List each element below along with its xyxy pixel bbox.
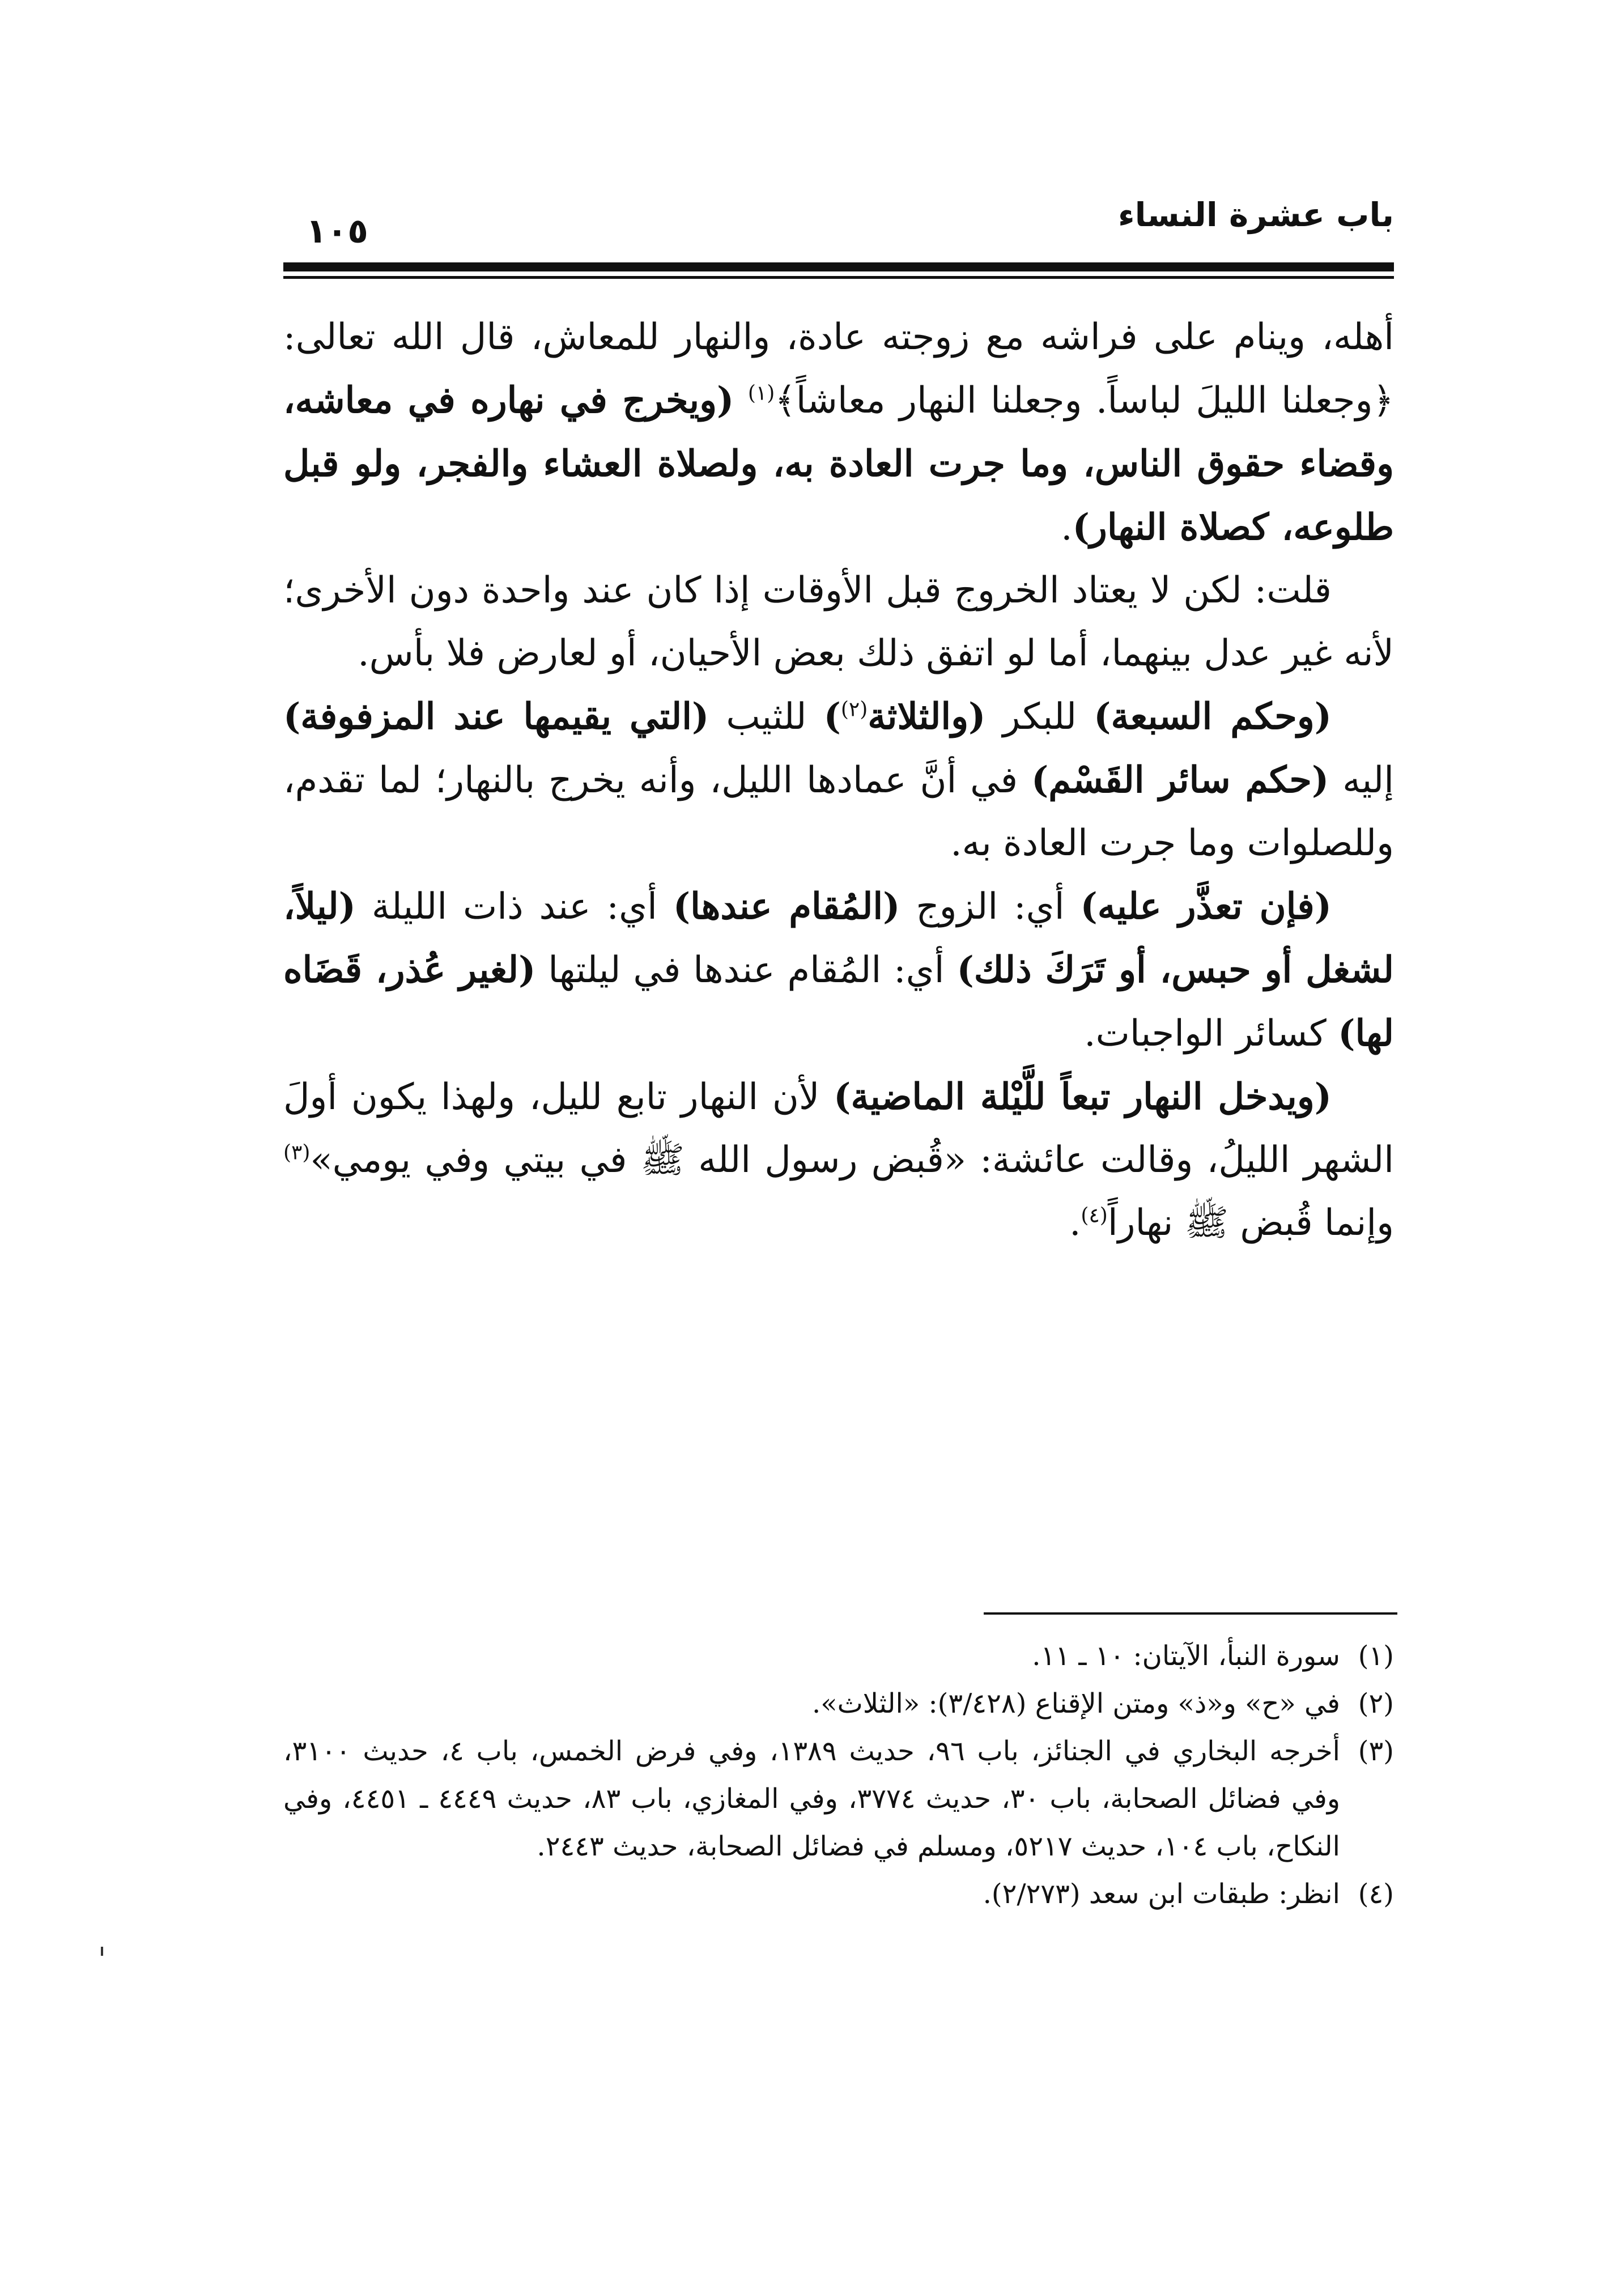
text-segment: أهله، وينام على فراشه مع زوجته عادة، والنهار للمعاش، قال الله تعالى: ﴿وجعلنا الليلَ لباساً. وجعلنا النهار معاشاً﴾	[283, 316, 1395, 422]
footnotes	[283, 1632, 1394, 1918]
footnote-2	[283, 1680, 1394, 1727]
header-rule-thin	[283, 276, 1394, 279]
footnote-text: أخرجه البخاري في الجنائز، باب ٩٦، حديث ١٣٨٩، وفي فرض الخمس، باب ٤، حديث ٣١٠٠، وفي فضائل الصحابة، باب ٣٠، حديث ٣٧٧٤، وفي المغازي، باب ٨٣، حديث ٤٤٤٩ ـ ٤٤٥١، وفي النكاح، باب ١٠٤، حديث ٥٢١٧، ومسلم في فضائل الصحابة، حديث ٢٤٤٣.	[283, 1735, 1341, 1862]
text-segment: وإنما قُبض ﷺ نهاراً	[1107, 1202, 1394, 1244]
text-segment: لأن النهار تابع لليل، ولهذا يكون أولَ الشهر الليلُ، وقالت عائشة: «قُبض رسول الله ﷺ في بيتي وفي يومي»	[283, 1076, 1394, 1181]
footnote-separator	[984, 1612, 1397, 1615]
paragraph-3	[283, 685, 1394, 875]
running-title: باب عشرة النساء	[1118, 196, 1394, 234]
text-segment: للثيب	[709, 696, 824, 738]
matn-text: (ويدخل النهار تبعاً للَّيْلة الماضية)	[834, 1076, 1332, 1118]
footnote-ref-4[interactable]: (٤)	[1081, 1204, 1108, 1228]
matn-text: (ويخرج في نهاره في معاشه، وقضاء حقوق الناس، وما جرت العادة به، ولصلاة العشاء والفجر، ولو قبل طلوعه، كصلاة النهار)	[283, 379, 1394, 549]
main-text	[283, 306, 1394, 1255]
footnote-ref-3[interactable]: (٣)	[283, 1141, 311, 1165]
footnote-ref-2[interactable]: (٢)	[840, 698, 868, 721]
matn-text: )	[823, 695, 841, 738]
page-number: ١٠٥	[306, 211, 368, 251]
footnote-text: سورة النبأ، الآيتان: ١٠ ـ ١١.	[1032, 1640, 1340, 1672]
text-segment: في أنَّ عمادها الليل، وأنه يخرج بالنهار؛ لما تقدم، وللصلوات وما جرت العادة به.	[283, 759, 1394, 864]
footnote-3	[283, 1727, 1394, 1870]
footnote-number: (١)	[1358, 1640, 1394, 1672]
matn-text: (المُقام عندها)	[673, 885, 900, 928]
footnote-ref-1[interactable]: (١)	[747, 381, 775, 405]
paragraph-4	[283, 875, 1394, 1065]
text-segment: قلت: لكن لا يعتاد الخروج قبل الأوقات إذا كان عند واحدة دون الأخرى؛ لأنه غير عدل بينهما، أما لو اتفق ذلك بعض الأحيان، أو لعارض فلا بأس.	[283, 570, 1394, 674]
scan-speck	[101, 1947, 103, 1956]
matn-text: (وحكم السبعة)	[1094, 695, 1332, 738]
text-segment: .	[1061, 507, 1073, 549]
footnote-text: في «ح» و«ذ» ومتن الإقناع (٣/٤٢٨): «الثلاث».	[811, 1688, 1340, 1719]
matn-text: (والثلاثة	[868, 695, 986, 738]
footnote-number: (٣)	[1358, 1735, 1394, 1767]
matn-text: (ليلاً، لشغل أو حبس، أو تَرَكَ ذلك)	[283, 885, 1395, 991]
matn-text: (حكم سائر القَسْم)	[1031, 759, 1329, 801]
text-segment: أي: عند ذات الليلة	[355, 886, 673, 928]
matn-text: (التي يقيمها عند المزفوفة)	[283, 695, 709, 738]
text-segment: إليه	[1329, 759, 1394, 801]
text-segment: .	[1069, 1202, 1081, 1244]
text-segment: كسائر الواجبات.	[1084, 1013, 1338, 1055]
footnote-text: انظر: طبقات ابن سعد (٢/٢٧٣).	[983, 1878, 1340, 1910]
paragraph-1	[283, 306, 1394, 559]
footnote-1	[283, 1632, 1394, 1680]
footnote-4	[283, 1870, 1394, 1918]
text-segment: أي: المُقام عندها في ليلتها	[535, 949, 957, 991]
paragraph-2	[283, 559, 1394, 685]
matn-text: (فإن تعذَّر عليه)	[1080, 885, 1332, 928]
text-segment	[734, 380, 748, 422]
text-segment: أي: الزوج	[900, 886, 1081, 928]
text-segment: للبكر	[985, 696, 1094, 738]
footnote-number: (٢)	[1358, 1688, 1394, 1719]
footnote-number: (٤)	[1358, 1878, 1394, 1910]
page-header	[283, 196, 1394, 286]
paragraph-5	[283, 1065, 1394, 1255]
header-rule-thick	[283, 262, 1394, 271]
matn-text: (لغير عُذر، قَضَاه لها)	[283, 949, 1394, 1055]
